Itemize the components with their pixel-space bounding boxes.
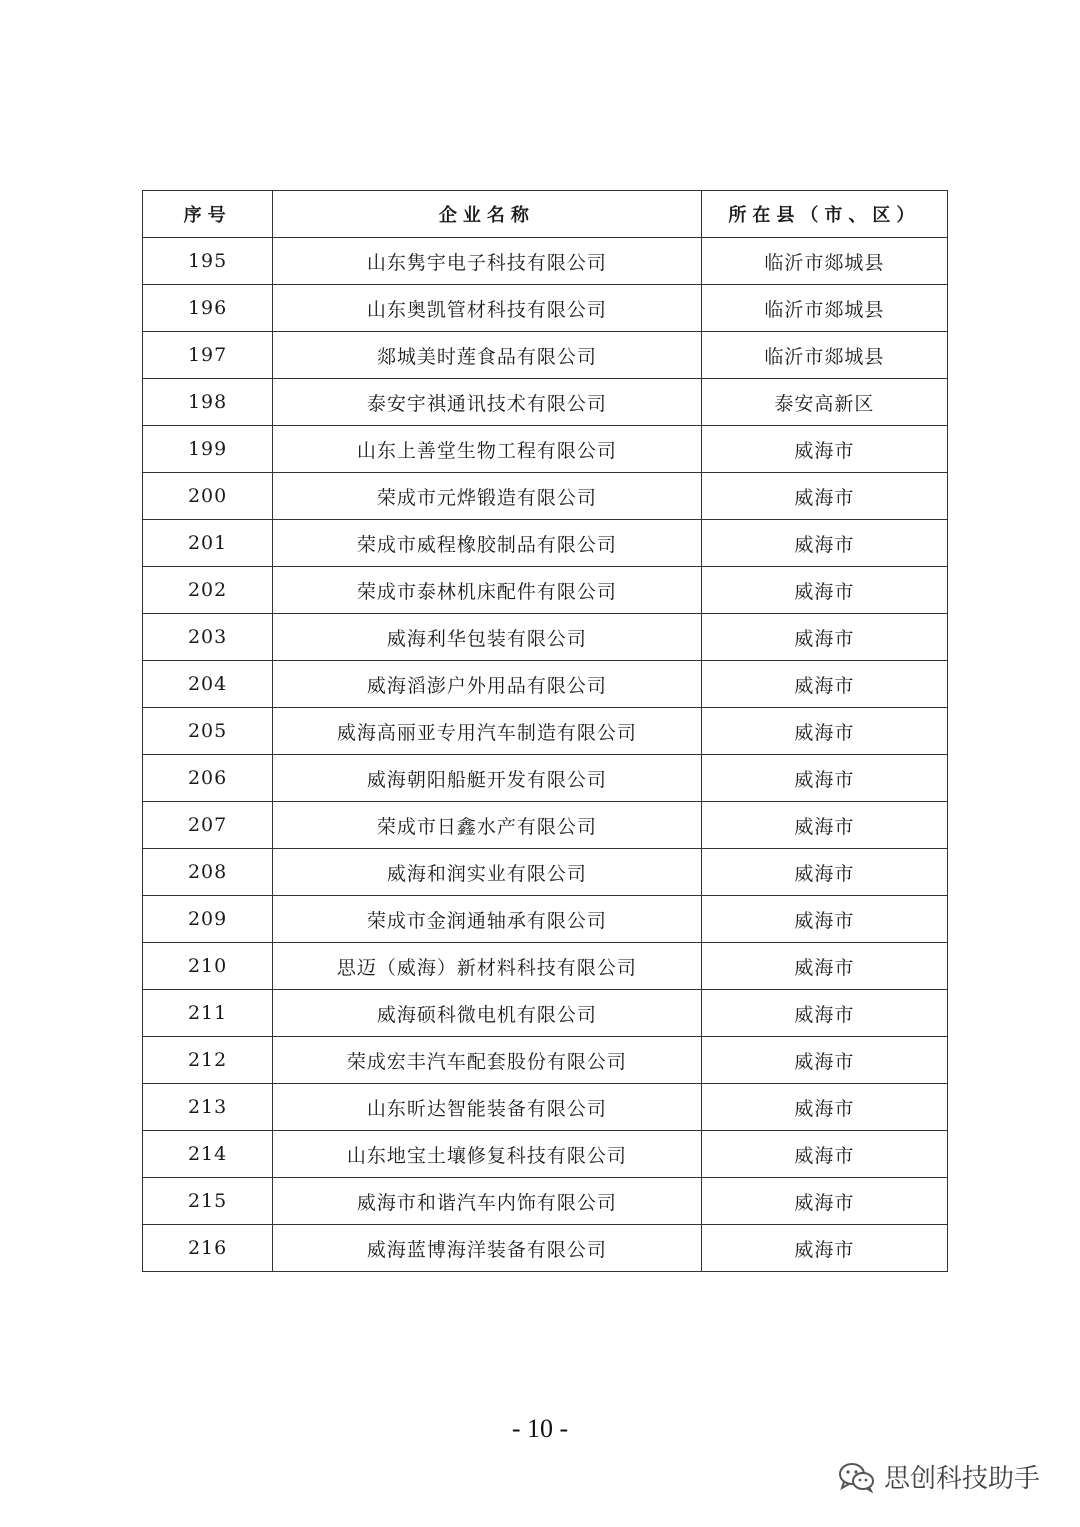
cell-location: 威海市 xyxy=(701,849,947,896)
cell-serial-number: 213 xyxy=(143,1084,273,1131)
cell-company-name: 山东上善堂生物工程有限公司 xyxy=(273,426,702,473)
cell-serial-number: 216 xyxy=(143,1225,273,1272)
watermark-text: 思创科技助手 xyxy=(884,1464,1041,1494)
cell-serial-number: 201 xyxy=(143,520,273,567)
cell-company-name: 威海滔澎户外用品有限公司 xyxy=(273,661,702,708)
cell-location: 威海市 xyxy=(701,1037,947,1084)
cell-serial-number: 214 xyxy=(143,1131,273,1178)
cell-serial-number: 196 xyxy=(143,285,273,332)
cell-location: 威海市 xyxy=(701,1225,947,1272)
table-row xyxy=(143,1178,948,1225)
cell-company-name: 威海高丽亚专用汽车制造有限公司 xyxy=(273,708,702,755)
table-row xyxy=(143,379,948,426)
cell-company-name: 荣成宏丰汽车配套股份有限公司 xyxy=(273,1037,702,1084)
table-row xyxy=(143,896,948,943)
cell-location: 威海市 xyxy=(701,1084,947,1131)
table-row xyxy=(143,1225,948,1272)
cell-location: 威海市 xyxy=(701,567,947,614)
table-row xyxy=(143,1131,948,1178)
cell-company-name: 威海朝阳船艇开发有限公司 xyxy=(273,755,702,802)
cell-serial-number: 199 xyxy=(143,426,273,473)
table-row xyxy=(143,285,948,332)
cell-serial-number: 211 xyxy=(143,990,273,1037)
cell-location: 威海市 xyxy=(701,520,947,567)
cell-location: 威海市 xyxy=(701,614,947,661)
table-row xyxy=(143,708,948,755)
cell-company-name: 荣成市金润通轴承有限公司 xyxy=(273,896,702,943)
header-location: 所在县（市、区） xyxy=(701,191,947,238)
cell-serial-number: 208 xyxy=(143,849,273,896)
table-body xyxy=(143,238,948,1272)
table-row xyxy=(143,943,948,990)
cell-company-name: 威海市和谐汽车内饰有限公司 xyxy=(273,1178,702,1225)
cell-location: 威海市 xyxy=(701,990,947,1037)
table-header-row xyxy=(143,191,948,238)
cell-serial-number: 209 xyxy=(143,896,273,943)
cell-location: 临沂市郯城县 xyxy=(701,285,947,332)
cell-serial-number: 210 xyxy=(143,943,273,990)
table-row xyxy=(143,755,948,802)
table-row xyxy=(143,426,948,473)
cell-company-name: 山东昕达智能装备有限公司 xyxy=(273,1084,702,1131)
cell-serial-number: 205 xyxy=(143,708,273,755)
cell-serial-number: 207 xyxy=(143,802,273,849)
cell-serial-number: 215 xyxy=(143,1178,273,1225)
table-row xyxy=(143,802,948,849)
header-company-name: 企业名称 xyxy=(273,191,702,238)
cell-location: 威海市 xyxy=(701,755,947,802)
cell-serial-number: 198 xyxy=(143,379,273,426)
cell-location: 威海市 xyxy=(701,426,947,473)
cell-company-name: 荣成市日鑫水产有限公司 xyxy=(273,802,702,849)
table-row xyxy=(143,473,948,520)
cell-serial-number: 212 xyxy=(143,1037,273,1084)
cell-location: 威海市 xyxy=(701,1178,947,1225)
cell-company-name: 思迈（威海）新材料科技有限公司 xyxy=(273,943,702,990)
cell-company-name: 郯城美时莲食品有限公司 xyxy=(273,332,702,379)
cell-location: 威海市 xyxy=(701,661,947,708)
cell-location: 临沂市郯城县 xyxy=(701,238,947,285)
company-table xyxy=(142,190,948,1272)
cell-serial-number: 206 xyxy=(143,755,273,802)
table-row xyxy=(143,567,948,614)
cell-serial-number: 202 xyxy=(143,567,273,614)
table-row xyxy=(143,238,948,285)
cell-serial-number: 204 xyxy=(143,661,273,708)
table-row xyxy=(143,849,948,896)
table-row xyxy=(143,990,948,1037)
table-row xyxy=(143,1037,948,1084)
cell-company-name: 威海利华包装有限公司 xyxy=(273,614,702,661)
table-row xyxy=(143,661,948,708)
table-row xyxy=(143,614,948,661)
cell-location: 威海市 xyxy=(701,896,947,943)
cell-company-name: 山东隽宇电子科技有限公司 xyxy=(273,238,702,285)
cell-company-name: 威海蓝博海洋装备有限公司 xyxy=(273,1225,702,1272)
cell-company-name: 荣成市泰林机床配件有限公司 xyxy=(273,567,702,614)
cell-location: 临沂市郯城县 xyxy=(701,332,947,379)
page-number: - 10 - xyxy=(511,1414,569,1443)
cell-serial-number: 203 xyxy=(143,614,273,661)
wechat-icon xyxy=(838,1461,876,1493)
watermark xyxy=(838,1458,1040,1495)
cell-location: 泰安高新区 xyxy=(701,379,947,426)
table-row xyxy=(143,520,948,567)
cell-serial-number: 200 xyxy=(143,473,273,520)
cell-company-name: 荣成市元烨锻造有限公司 xyxy=(273,473,702,520)
cell-company-name: 威海和润实业有限公司 xyxy=(273,849,702,896)
cell-company-name: 山东地宝土壤修复科技有限公司 xyxy=(273,1131,702,1178)
cell-company-name: 荣成市威程橡胶制品有限公司 xyxy=(273,520,702,567)
cell-serial-number: 195 xyxy=(143,238,273,285)
header-serial-number: 序号 xyxy=(143,191,273,238)
cell-company-name: 泰安宇祺通讯技术有限公司 xyxy=(273,379,702,426)
cell-company-name: 威海硕科微电机有限公司 xyxy=(273,990,702,1037)
cell-location: 威海市 xyxy=(701,708,947,755)
table-row xyxy=(143,1084,948,1131)
cell-location: 威海市 xyxy=(701,473,947,520)
cell-location: 威海市 xyxy=(701,943,947,990)
table-row xyxy=(143,332,948,379)
cell-location: 威海市 xyxy=(701,1131,947,1178)
cell-serial-number: 197 xyxy=(143,332,273,379)
cell-company-name: 山东奥凯管材科技有限公司 xyxy=(273,285,702,332)
cell-location: 威海市 xyxy=(701,802,947,849)
